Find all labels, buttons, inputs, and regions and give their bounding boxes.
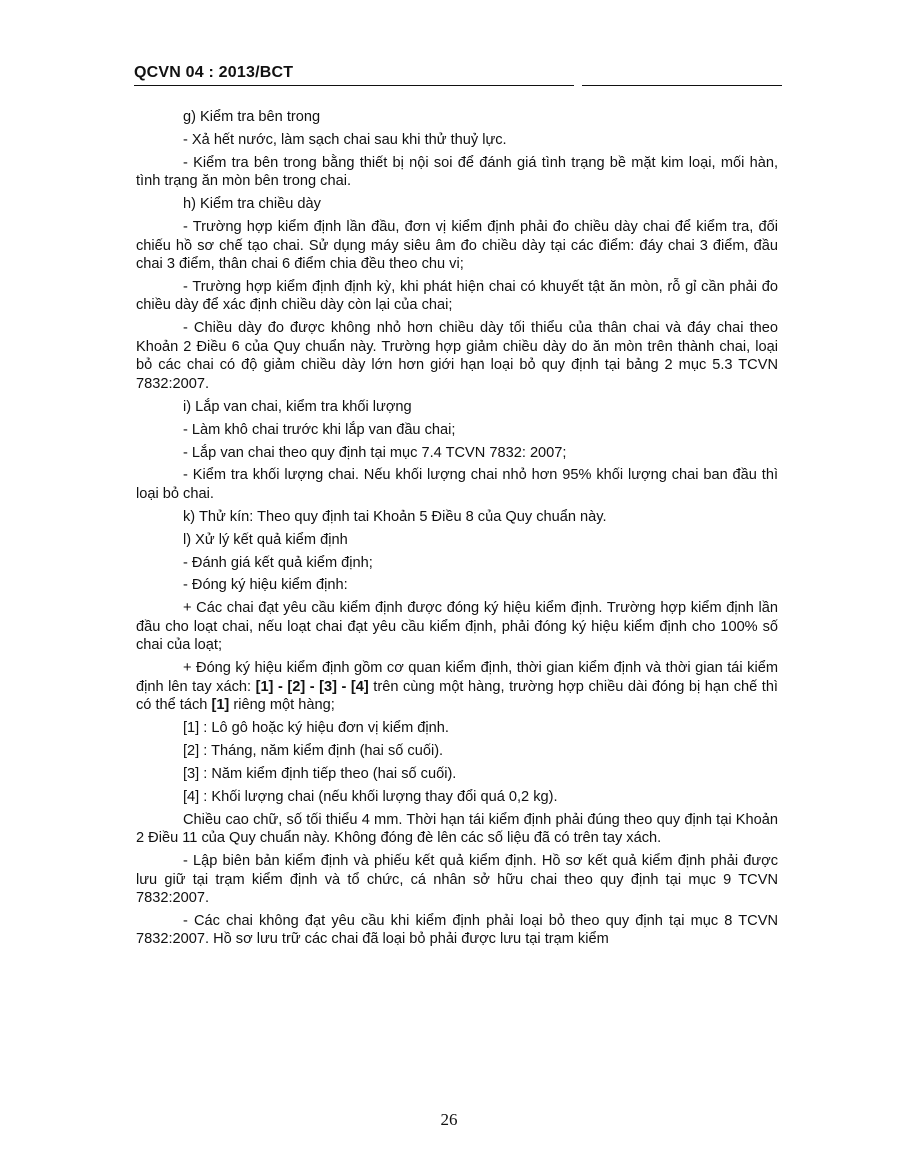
header-rule — [134, 85, 574, 86]
marking-legend-item: [2] : Tháng, năm kiểm định (hai số cuối). — [183, 743, 444, 760]
paragraph: - Đóng ký hiệu kiểm định: — [183, 577, 348, 594]
paragraph: - Trường hợp kiểm định lần đầu, đơn vị kiểm định phải đo chiều dày chai để kiểm tra, đối chiếu hồ sơ chế tạo chai. Sử dụng máy siêu âm đo chiều dày tại các điểm: đáy chai 3 điểm, đầu chai 3 điểm, thân chai 6 điểm chia đều theo chu vi; — [136, 219, 778, 273]
paragraph: - Xả hết nước, làm sạch chai sau khi thử thuỷ lực. — [183, 131, 507, 148]
marking-text-after: riêng một hàng; — [229, 697, 335, 714]
paragraph: - Đánh giá kết quả kiểm định; — [183, 554, 373, 571]
paragraph: - Các chai không đạt yêu cầu khi kiểm định phải loại bỏ theo quy định tại mục 8 TCVN 7832:2007. Hồ sơ lưu trữ các chai đã loại bỏ phải được lưu tại trạm kiểm — [136, 912, 778, 948]
paragraph: g) Kiểm tra bên trong — [183, 109, 321, 125]
document-body — [136, 108, 778, 953]
paragraph: - Làm khô chai trước khi lắp van đầu chai; — [183, 421, 456, 438]
paragraph: - Lập biên bản kiểm định và phiếu kết quả kiểm định. Hồ sơ kết quả kiểm định phải được lưu giữ tại trạm kiểm định và tổ chức, cá nhân sở hữu chai theo quy định tại mục 9 TCVN 7832:2007. — [136, 853, 778, 907]
paragraph: - Lắp van chai theo quy định tại mục 7.4 TCVN 7832: 2007; — [183, 444, 567, 461]
marking-single: [1] — [211, 697, 230, 714]
page-header — [134, 64, 782, 86]
marking-code: [1] - [2] - [3] - [4] — [255, 678, 369, 695]
marking-legend-item: [1] : Lô gô hoặc ký hiệu đơn vị kiểm định. — [183, 720, 449, 737]
marking-legend-item: [3] : Năm kiểm định tiếp theo (hai số cuối). — [183, 765, 457, 782]
marking-text-before: + Đóng ký hiệu kiểm định gồm cơ quan kiểm định, thời gian kiểm định và thời gian tái kiểm định lên tay xách: — [136, 660, 778, 695]
paragraph: Chiều cao chữ, số tối thiểu 4 mm. Thời hạn tái kiểm định phải đúng theo quy định tại Khoản 2 Điều 11 của Quy chuẩn này. Không đóng đè lên các số liệu đã có trên tay xách. — [136, 811, 778, 847]
paragraph: k) Thử kín: Theo quy định tai Khoản 5 Điều 8 của Quy chuẩn này. — [183, 508, 607, 525]
header-rule-right — [582, 85, 782, 86]
marking-legend-item: [4] : Khối lượng chai (nếu khối lượng thay đổi quá 0,2 kg). — [183, 788, 558, 805]
paragraph: - Kiểm tra bên trong bằng thiết bị nội soi để đánh giá tình trạng bề mặt kim loại, mối hàn, tình trạng ăn mòn bên trong chai. — [136, 154, 778, 190]
paragraph: - Kiểm tra khối lượng chai. Nếu khối lượng chai nhỏ hơn 95% khối lượng chai ban đầu thì loại bỏ chai. — [136, 467, 778, 502]
paragraph: l) Xử lý kết quả kiểm định — [183, 531, 348, 548]
regulation-code: QCVN 04 : 2013/BCT — [134, 64, 294, 81]
marking-paragraph — [136, 659, 778, 715]
marking-text-middle: trên cùng một hàng, trường hợp chiều dài đóng bị hạn chế thì có thể tách — [136, 678, 778, 714]
paragraph: + Các chai đạt yêu cầu kiểm định được đóng ký hiệu kiểm định. Trường hợp kiểm định lần đầu cho loạt chai, nếu loạt chai đạt yêu cầu kiểm định, phải đóng ký hiệu kiểm định cho 100% số chai của loạt; — [136, 600, 778, 654]
paragraph: h) Kiểm tra chiều dày — [183, 196, 321, 213]
paragraph: i) Lắp van chai, kiểm tra khối lượng — [183, 398, 412, 415]
paragraph: - Chiều dày đo được không nhỏ hơn chiều dày tối thiểu của thân chai và đáy chai theo Khoản 2 Điều 6 của Quy chuẩn này. Trường hợp giảm chiều dày do ăn mòn trên thành chai, loại bỏ các chai có độ giảm chiều dày lớn hơn giới hạn loại bỏ quy định tại bảng 2 mục 5.3 TCVN 7832:2007. — [136, 320, 778, 392]
page-number: 26 — [440, 1110, 458, 1129]
paragraph: - Trường hợp kiểm định định kỳ, khi phát hiện chai có khuyết tật ăn mòn, rỗ gỉ cần phải đo chiều dày để xác định chiều dày còn lại của chai; — [136, 278, 778, 314]
